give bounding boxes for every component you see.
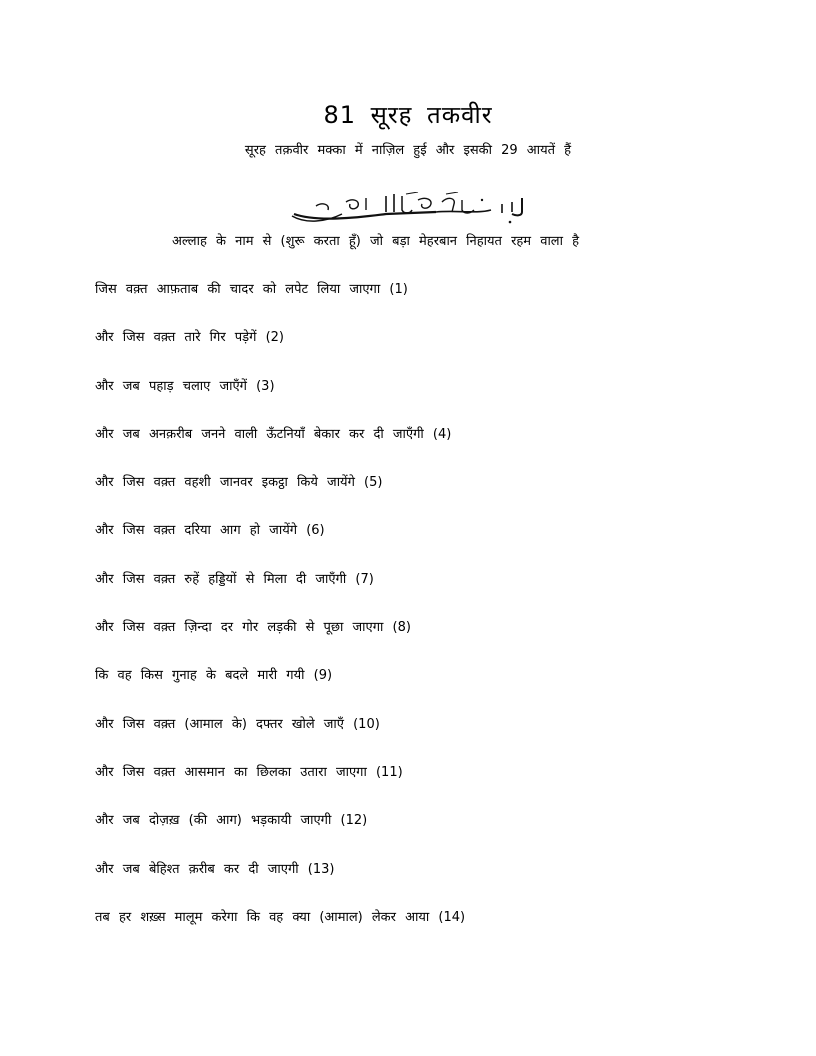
- verse-list: [95, 280, 465, 956]
- verse-6: और जिस वक़्त दरिया आग हो जायेंगे (6): [95, 523, 325, 539]
- verse-13: और जब बेहिश्त क़रीब कर दी जाएगी (13): [95, 861, 335, 877]
- bismillah-calligraphy-icon: [286, 192, 532, 226]
- verse-9: कि वह किस गुनाह के बदले मारी गयी (9): [95, 668, 333, 684]
- page-title: 81 सूरह तकवीर: [323, 101, 493, 129]
- verse-7: और जिस वक़्त रुहें हड्डियों से मिला दी जाएँगी (7): [95, 571, 374, 587]
- basmala-translation: अल्लाह के नाम से (शुरू करता हूँ) जो बड़ा मेहरबान निहायत रहम वाला है: [172, 234, 580, 249]
- verse-10: और जिस वक़्त (आमाल के) दफ्तर खोले जाएँ (10): [95, 716, 380, 732]
- page-subtitle: सूरह तक़वीर मक्का में नाज़िल हुई और इसकी 29 आयतें हैं: [244, 143, 572, 158]
- verse-8: और जिस वक़्त ज़िन्दा दर गोर लड़की से पूछा जाएगा (8): [95, 620, 411, 636]
- verse-4: और जब अनक़रीब जनने वाली ऊँटनियाँ बेकार कर दी जाएँगी (4): [95, 426, 452, 442]
- verse-5: और जिस वक़्त वहशी जानवर इकट्ठा किये जायेंगे (5): [95, 475, 383, 491]
- verse-3: और जब पहाड़ चलाए जाएँगें (3): [95, 378, 275, 394]
- verse-2: और जिस वक़्त तारे गिर पड़ेगें (2): [95, 330, 284, 346]
- verse-14: तब हर शख़्स मालूम करेगा कि वह क्या (आमाल) लेकर आया (14): [95, 909, 466, 925]
- verse-11: और जिस वक़्त आसमान का छिलका उतारा जाएगा (11): [95, 764, 403, 780]
- verse-12: और जब दोज़ख़ (की आग) भड़कायी जाएगी (12): [95, 813, 368, 829]
- verse-1: जिस वक़्त आफ़ताब की चादर को लपेट लिया जाएगा (1): [95, 282, 408, 297]
